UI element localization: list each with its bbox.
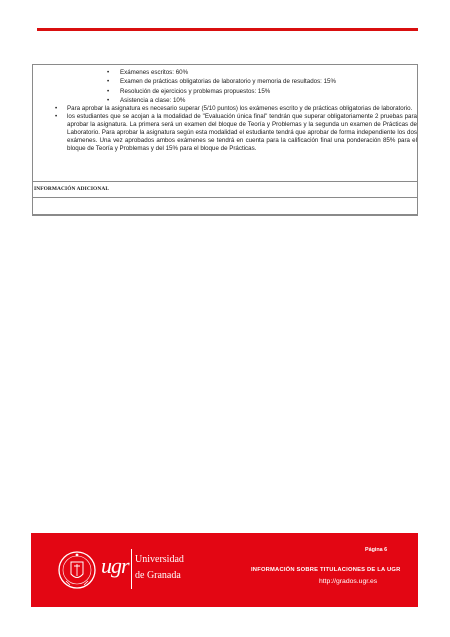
- evaluation-breakdown-list: [107, 68, 336, 105]
- university-city: de Granada: [135, 570, 181, 581]
- university-name: Universidad: [135, 554, 184, 565]
- evaluation-rules-list: [55, 105, 417, 154]
- logo-divider: [131, 549, 132, 589]
- page-number: Página 6: [365, 547, 388, 553]
- list-item: • Exámenes escritos: 60%: [107, 68, 336, 77]
- section-divider: [32, 215, 418, 216]
- list-item: • Para aprobar la asignatura es necesario superar (5/10 puntos) los exámenes escrito y de prácticas obligatorias de laboratorio.: [55, 105, 417, 113]
- footer-title: INFORMACIÓN SOBRE TITULACIONES DE LA UGR: [251, 567, 401, 573]
- footer-link[interactable]: http://grados.ugr.es: [319, 578, 378, 585]
- list-item: • Resolución de ejercicios y problemas propuestos: 15%: [107, 87, 336, 96]
- ugr-logo: ugr: [101, 553, 129, 578]
- header-rule: [37, 28, 418, 31]
- list-item: • los estudiantes que se acojan a la modalidad de "Evaluación única final" tendrán que superar obligatoriamente 2 pruebas para aprobar la asignatura. La primera será un examen del bloque de Teoría y Problemas y la segunda un examen de Prácticas de Laboratorio. Para aprobar la asignatura según esta modalidad el estudiante tendrá que aprobar de forma independiente los dos exámenes. Una vez aprobados ambos exámenes se tendrá en cuenta para la calificación final una ponderación 85% para el bloque de Teoría y Problemas y del 15% para el bloque de Prácticas.: [55, 113, 417, 153]
- university-seal-icon: [57, 547, 97, 593]
- list-item: • Examen de prácticas obligatorias de laboratorio y memoria de resultados: 15%: [107, 77, 336, 86]
- section-heading: INFORMACIÓN ADICIONAL: [34, 186, 110, 192]
- page-footer: [31, 533, 418, 607]
- section-divider: [32, 197, 418, 198]
- list-item: • Asistencia a clase: 10%: [107, 96, 336, 105]
- evaluation-cell: [33, 65, 417, 182]
- evaluation-table: [32, 64, 418, 215]
